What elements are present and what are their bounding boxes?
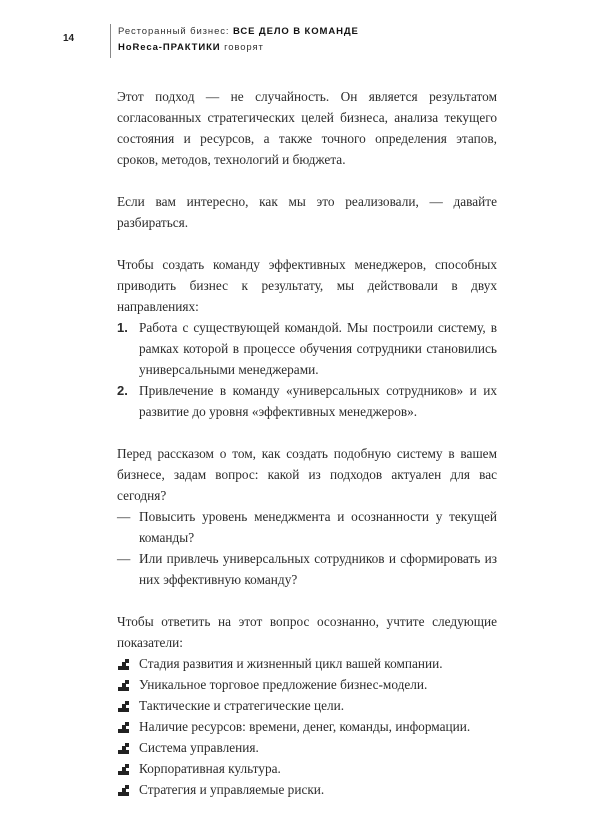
options-list [117,506,497,590]
list-item-text: Повысить уровень менеджмента и осознанности у текущей команды? [139,509,497,545]
list-item-text: Стратегия и управляемые риски. [139,782,325,797]
dash-marker: — [117,509,131,524]
paragraph-question: Перед рассказом о том, как создать подобную систему в вашем бизнесе, задам вопрос: какой из подходов актуален для вас сегодня? [117,446,497,503]
page-body [117,86,497,821]
checker-bullet-icon [118,743,129,754]
paragraph-directions: Чтобы создать команду эффективных менеджеров, способных приводить бизнес к результату, мы действовали в двух направлениях: [117,257,497,314]
checker-bullet-icon [118,680,129,691]
list-item-text: Тактические и стратегические цели. [139,698,345,713]
list-item-text: Стадия развития и жизненный цикл вашей компании. [139,656,443,671]
header-series: ПРАКТИКИ [162,42,221,53]
paragraph-indicators: Чтобы ответить на этот вопрос осознанно, учтите следующие показатели: [117,614,497,650]
directions-list [117,317,497,422]
checker-bullet-icon [118,701,129,712]
checker-bullet-icon [118,659,129,670]
paragraph-invitation: Если вам интересно, как мы это реализовали, — давайте разбираться. [117,194,497,230]
list-item [117,758,497,779]
list-item [117,779,497,800]
list-item [117,695,497,716]
page-number: 14 [63,33,75,44]
list-item [117,674,497,695]
list-item-text: Или привлечь универсальных сотрудников и сформировать из них эффективную команду? [139,551,497,587]
list-item [117,653,497,674]
header-book-prefix: Ресторанный бизнес: [118,26,233,37]
list-number: 2. [117,383,128,398]
list-item-text: Наличие ресурсов: времени, денег, команды, информации. [139,719,471,734]
paragraph-approach: Этот подход — не случайность. Он является результатом согласованных стратегических целей бизнеса, анализа текущего состояния и ресурсов, а также точного определения этапов, сроков, методов, технологий и бюджета. [117,89,497,167]
list-item [117,548,497,590]
header-brand: HoReca- [118,42,163,53]
header-line-1 [118,24,359,40]
list-item-text: Работа с существующей командой. Мы построили систему, в рамках которой в процессе обучения сотрудники становились универсальными менеджерами. [139,320,497,377]
list-item-text: Уникальное торговое предложение бизнес-модели. [139,677,428,692]
list-item-text: Привлечение в команду «универсальных сотрудников» и их развитие до уровня «эффективных менеджеров». [139,383,497,419]
header-line-2 [118,40,359,56]
running-header [118,24,359,56]
list-item [117,380,497,422]
checker-bullet-icon [118,722,129,733]
list-item [117,317,497,380]
header-book-title: ВСЕ ДЕЛО В КОМАНДЕ [232,26,359,37]
header-divider [110,24,111,58]
list-item [117,737,497,758]
list-item-text: Система управления. [139,740,259,755]
dash-marker: — [117,551,131,566]
checker-bullet-icon [118,785,129,796]
list-number: 1. [117,320,128,335]
indicators-list [117,653,497,800]
list-item-text: Корпоративная культура. [139,761,281,776]
list-item [117,506,497,548]
checker-bullet-icon [118,764,129,775]
header-series-suffix: говорят [220,42,264,53]
list-item [117,716,497,737]
